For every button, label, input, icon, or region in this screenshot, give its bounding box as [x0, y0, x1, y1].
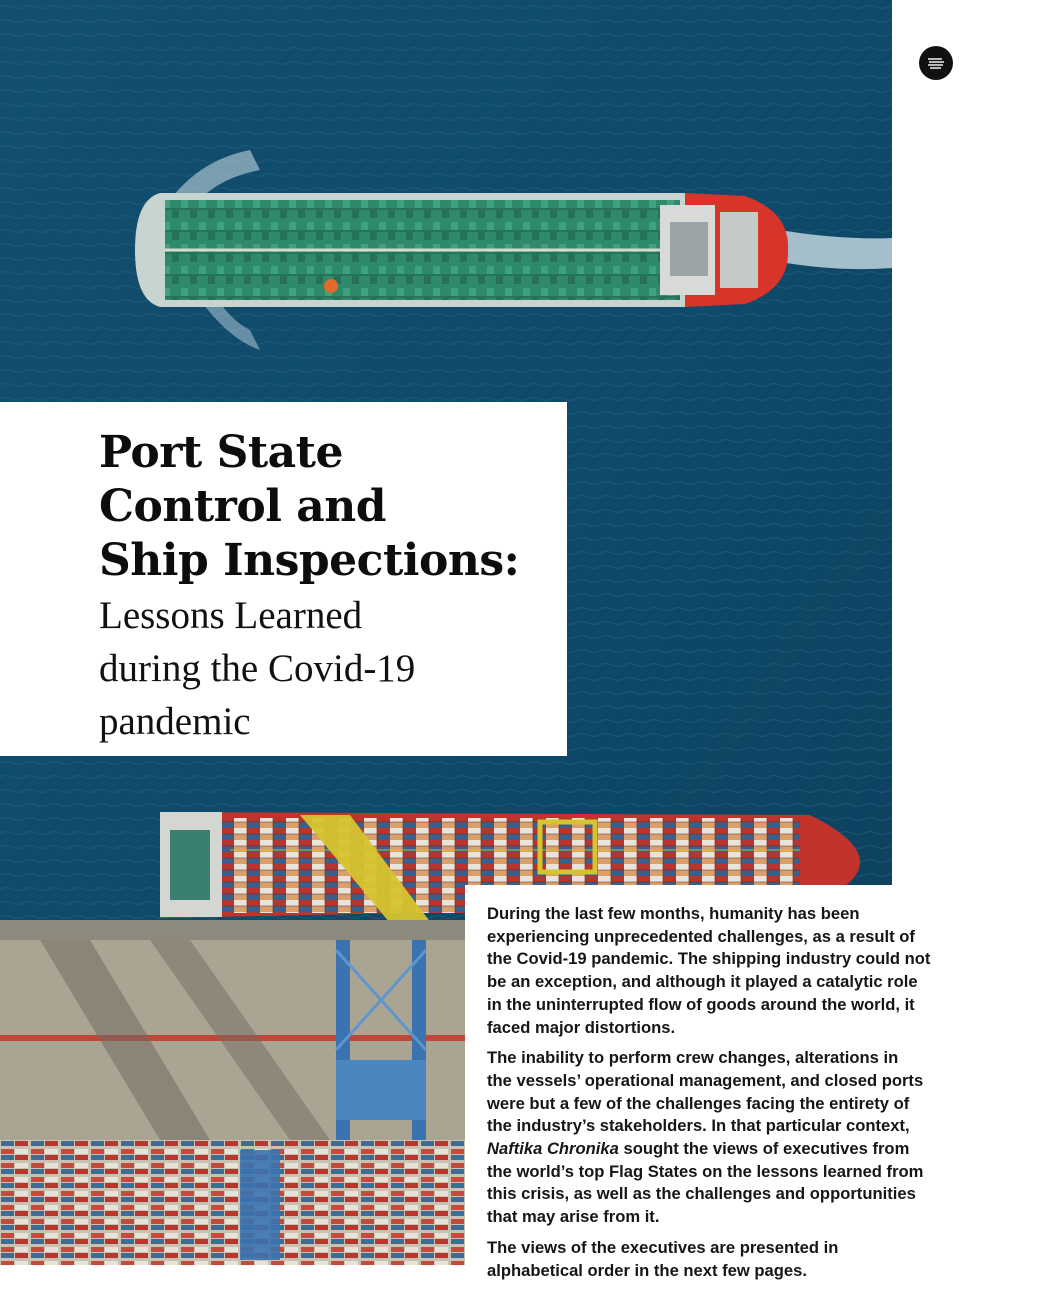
text-line: were but a few of the challenges facing the entirety of — [487, 1093, 910, 1113]
intro-text — [487, 903, 947, 1290]
article-title — [99, 426, 519, 588]
text-line: alphabetical order in the next few pages. — [487, 1260, 807, 1280]
publication-name: Naftika Chronika — [487, 1139, 619, 1159]
text-line: the vessels’ operational management, and closed ports — [487, 1070, 924, 1090]
subtitle-line: during the Covid-19 — [99, 647, 416, 690]
paragraph-1 — [487, 903, 947, 1039]
text-line: be an exception, and although it played a catalytic role — [487, 972, 918, 992]
text-line: the industry’s stakeholders. In that particular context, — [487, 1116, 910, 1136]
title-line: Ship Inspections: — [99, 535, 520, 586]
text-line: the Covid-19 pandemic. The shipping industry could not — [487, 949, 931, 969]
magazine-logo — [919, 46, 953, 80]
subtitle-line: Lessons Learned — [99, 594, 363, 637]
subtitle-line: pandemic — [99, 700, 251, 743]
text-line — [487, 1138, 947, 1161]
text-line: this crisis, as well as the challenges and opportunities — [487, 1184, 916, 1204]
lines-emblem-icon — [926, 56, 946, 70]
title-panel — [0, 402, 567, 756]
paragraph-2 — [487, 1047, 947, 1229]
text-line: The inability to perform crew changes, alterations in — [487, 1048, 899, 1068]
text-line: that may arise from it. — [487, 1207, 660, 1227]
article-subtitle — [99, 589, 415, 748]
paragraph-3 — [487, 1237, 947, 1282]
title-line: Port State — [99, 427, 344, 478]
text-line: faced major distortions. — [487, 1017, 676, 1037]
text-fragment: sought the views of executives from — [618, 1139, 910, 1159]
text-line: in the uninterrupted flow of goods around the world, it — [487, 994, 915, 1014]
text-line: experiencing unprecedented challenges, as a result of — [487, 926, 915, 946]
intro-text-panel — [465, 885, 931, 1291]
text-line: the world’s top Flag States on the lessons learned from — [487, 1161, 924, 1181]
title-line: Control and — [99, 481, 387, 532]
text-line: During the last few months, humanity has been — [487, 904, 860, 923]
text-line: The views of the executives are presented in — [487, 1237, 839, 1257]
